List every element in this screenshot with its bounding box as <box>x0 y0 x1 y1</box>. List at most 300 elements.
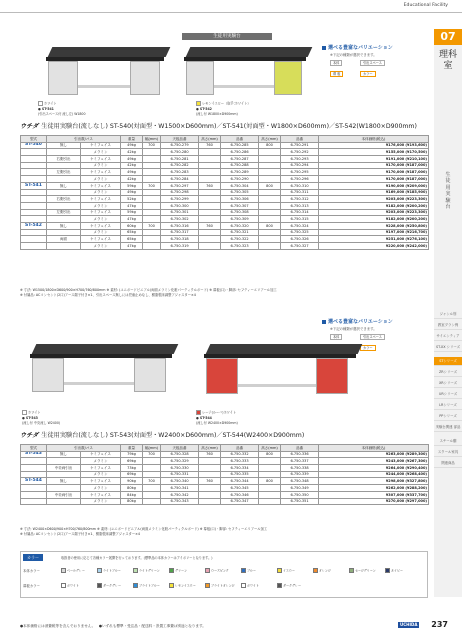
side-nav-item[interactable]: URシリーズ <box>434 390 462 399</box>
table-row <box>21 229 429 236</box>
table-cell: 左側引出 <box>47 169 81 176</box>
table-header: 品番 <box>281 445 319 452</box>
table-cell <box>199 149 221 156</box>
table-cell: 6-750-300 <box>161 202 199 209</box>
table-cell: 右側引出 <box>47 196 81 203</box>
table-cell <box>143 149 161 156</box>
table-cell: 6-750-308 <box>221 209 259 216</box>
table-cell: ¥262,000 (¥288,200) <box>319 485 429 492</box>
side-nav-item[interactable]: 教室プラン例 <box>434 321 462 330</box>
table-cell: ケミフェイス <box>81 478 121 485</box>
caption-right-model-2: ● ST-544 <box>196 416 212 420</box>
table-cell: ¥155,000 (¥170,500) <box>319 149 429 156</box>
table-cell: 6-750-321 <box>221 229 259 236</box>
product-image-st543 <box>22 344 182 406</box>
table-cell <box>259 156 281 163</box>
table-cell: 47kg <box>121 216 143 223</box>
color-panel-desc: 取扱者の使用に応じて各種カラー展開を行っております。(標準品の本体カラーはアイボリーとなります。) <box>61 556 213 560</box>
table-cell: 700 <box>143 478 161 485</box>
table-cell: ケミフェイス <box>81 196 121 203</box>
table-cell <box>21 465 47 472</box>
table-cell: ケミフェイス <box>81 491 121 498</box>
table-cell <box>199 229 221 236</box>
color-name: オレンジ <box>319 568 331 573</box>
table-header: 天板品番 <box>161 445 199 452</box>
desk-crossbar <box>78 85 130 88</box>
color-swatch <box>133 568 138 573</box>
table-cell: 6-750-335 <box>221 471 259 478</box>
color-name: ホワイト <box>247 583 259 588</box>
table-cell <box>47 229 81 236</box>
table-cell: 6-750-283 <box>161 169 199 176</box>
option-main: 本体 <box>330 60 342 66</box>
color-swatch <box>97 568 102 573</box>
table-cell: 6-750-347 <box>221 498 259 505</box>
caption-left-tag: ホワイト <box>38 101 57 106</box>
table-cell: 69kg <box>121 471 143 478</box>
table-cell: 700 <box>143 142 161 149</box>
side-vertical-char: 用 <box>445 184 451 191</box>
table-cell: 6-750-312 <box>281 196 319 203</box>
brand-logo: UCHIDA <box>400 622 418 627</box>
table-row <box>21 236 429 243</box>
table-cell: 6-750-330 <box>161 465 199 472</box>
color-swatch <box>385 568 390 573</box>
table-cell: 6-750-287 <box>221 156 259 163</box>
table-cell <box>143 498 161 505</box>
table-cell: 6-750-351 <box>281 498 319 505</box>
table-cell: 6-750-294 <box>281 162 319 169</box>
color-name: ダークグレー <box>103 583 122 588</box>
table-cell: 両面 <box>47 236 81 243</box>
table-cell <box>47 216 81 223</box>
table-cell: ¥264,000 (¥290,400) <box>319 465 429 472</box>
table-cell: 800 <box>259 182 281 189</box>
side-nav-item[interactable]: スクール家具 <box>434 448 462 457</box>
table-cell <box>47 176 81 183</box>
color-option <box>277 583 313 588</box>
color-option <box>205 583 241 588</box>
option-drawer-2: 引出スペース <box>360 334 385 340</box>
table-cell: 6-750-323 <box>221 243 259 250</box>
color-name: レモンイエロー <box>175 583 196 588</box>
color-name: ブライトオレンジ <box>211 583 235 588</box>
table-cell <box>21 202 47 209</box>
table-cell: ケミフェイス <box>81 182 121 189</box>
table-cell: 47kg <box>121 202 143 209</box>
table-cell <box>199 485 221 492</box>
table-cell: 760 <box>199 182 221 189</box>
side-nav-item[interactable]: XRシリーズ <box>434 379 462 388</box>
table-cell <box>47 202 81 209</box>
table-cell <box>199 209 221 216</box>
page-number: 237 <box>431 620 448 629</box>
table-cell <box>143 229 161 236</box>
chapter-number: 07 <box>434 29 462 45</box>
table-cell: 700 <box>143 451 161 458</box>
table-cell: 60kg <box>121 222 143 229</box>
table-row <box>21 458 429 465</box>
table-cell: 59kg <box>121 209 143 216</box>
table-row <box>21 478 429 485</box>
table-cell: 6-750-307 <box>221 202 259 209</box>
table-cell: メラミン <box>81 498 121 505</box>
table-header: 高さ(mm) <box>199 136 221 143</box>
color-swatch <box>205 568 210 573</box>
footer-note: ●本体価格には消費税等を含んでおりません。 ●いずれも標準・受注品・配送料・設置工事費は別途となります。 <box>20 624 206 628</box>
table-row <box>21 202 429 209</box>
table-header: 高さ(mm) <box>199 445 221 452</box>
bullet-icon <box>322 46 326 50</box>
table-cell: 6-750-329 <box>161 458 199 465</box>
panel-color-row <box>61 583 425 588</box>
body-color-row <box>61 568 425 573</box>
section2-note-2: ※ 付属品: ACコンセント(2口)アース端子付き×1、樹脂製床調整アジャスター×4 <box>20 532 141 536</box>
table-row <box>21 189 429 196</box>
table-cell: 無し <box>47 182 81 189</box>
table-cell: 6-750-319 <box>161 243 199 250</box>
table-row <box>21 465 429 472</box>
side-nav-item[interactable]: STシリーズ <box>434 357 462 366</box>
side-nav-item[interactable]: スチール棚 <box>434 437 462 446</box>
option-color: カラー <box>360 71 376 77</box>
table-cell: ケミフェイス <box>81 236 121 243</box>
table-row <box>21 451 429 458</box>
table-cell: 6-750-299 <box>161 196 199 203</box>
table-cell: 6-750-301 <box>161 209 199 216</box>
table-cell: 6-750-293 <box>281 156 319 163</box>
table-header: 天板品番 <box>161 136 199 143</box>
table-cell: 6-750-327 <box>281 243 319 250</box>
table-cell: 左側引出 <box>47 209 81 216</box>
table-cell: 59kg <box>121 182 143 189</box>
table-cell <box>259 216 281 223</box>
table-cell <box>259 485 281 492</box>
table-cell <box>199 176 221 183</box>
table-header: 高さ(mm) <box>259 136 281 143</box>
table-header: 幅(mm) <box>143 445 161 452</box>
header-category: Educational Facility <box>403 3 448 8</box>
table-cell: ケミフェイス <box>81 156 121 163</box>
table-cell <box>199 216 221 223</box>
caption-right-tag-2: レーテ(ルーバ)ホワイト <box>196 410 236 415</box>
section1-title: ウチダ 生徒用実験台(流しなし) ST-540(対面型・W1500×D600mm)／ST-541(対面型・W1800×D600mm)／ST-542(W1800×D900mm) <box>20 123 417 130</box>
color-name: ネイビー <box>391 568 403 573</box>
side-vertical-char: 実 <box>445 191 451 198</box>
table-row <box>21 156 429 163</box>
table-cell <box>199 243 221 250</box>
table-cell: 右側引出 <box>47 156 81 163</box>
table-cell: 6-750-296 <box>281 176 319 183</box>
table-header: 型式 <box>21 445 47 452</box>
side-nav-item[interactable]: LRシリーズ <box>434 401 462 410</box>
table-cell: 760 <box>199 142 221 149</box>
table-row <box>21 142 429 149</box>
table-cell: 80kg <box>121 498 143 505</box>
table-row <box>21 491 429 498</box>
table-cell <box>259 471 281 478</box>
caption-right-model: ● ST-542 <box>196 107 212 111</box>
table-cell: ケミフェイス <box>81 209 121 216</box>
table-row <box>21 149 429 156</box>
side-nav-item[interactable]: ZRシリーズ <box>434 368 462 377</box>
desk-left-cabinet <box>48 61 78 95</box>
table-cell <box>259 202 281 209</box>
table-cell: 無し <box>47 478 81 485</box>
color-swatch <box>205 583 210 588</box>
table-cell: 90kg <box>121 478 143 485</box>
table-header: 型式 <box>21 136 47 143</box>
table-cell <box>47 162 81 169</box>
color-option <box>169 583 205 588</box>
option-panel: 幕 板 <box>330 71 343 77</box>
table-cell <box>21 176 47 183</box>
table-cell <box>259 491 281 498</box>
table-cell: ¥169,000 (¥185,900) <box>319 189 429 196</box>
table-cell: 6-750-282 <box>161 162 199 169</box>
table-cell: 6-750-345 <box>221 485 259 492</box>
table-cell <box>143 156 161 163</box>
color-option <box>133 583 169 588</box>
desk-top-surface <box>206 344 363 354</box>
spec-table-2 <box>20 444 429 505</box>
caption-right-desc-2: (流し付 W2400×D900mm) <box>196 421 238 425</box>
table-cell: ¥270,000 (¥297,000) <box>319 498 429 505</box>
table-row <box>21 216 429 223</box>
caption-left-desc-2: (流し付 中央流し W2400) <box>22 421 61 425</box>
table-cell: ¥170,000 (¥187,000) <box>319 176 429 183</box>
table-cell: メラミン <box>81 162 121 169</box>
color-name: ブルー <box>247 568 256 573</box>
color-option <box>385 568 421 573</box>
side-nav-item[interactable]: 実験台関連 部品 <box>434 423 462 432</box>
table-cell: 6-750-318 <box>161 236 199 243</box>
table-cell <box>47 243 81 250</box>
color-option <box>241 568 277 573</box>
section1-note-1: ※ 寸法: W1500/1800×D600/900×H700/760/800mm ※ 素材: (ユニボードビニアル(両面メラミン化粧パーティクルボード) ※ 幕板(口)・脚部: セフティーエリアール加工 <box>20 288 277 292</box>
side-nav-item[interactable]: ジャンル別 <box>434 310 462 319</box>
variation-title-2: 選べる豊富なバリエーション <box>322 318 393 325</box>
desk-right-cabinet <box>134 358 166 392</box>
table-cell: 6-750-346 <box>221 491 259 498</box>
desk-left-cabinet <box>32 358 64 392</box>
table-cell: ¥244,000 (¥268,400) <box>319 471 429 478</box>
color-swatch <box>61 583 66 588</box>
table-cell: 6-750-305 <box>221 189 259 196</box>
table-cell: 84kg <box>121 491 143 498</box>
table-cell <box>21 485 47 492</box>
table-cell <box>143 196 161 203</box>
table-header: 品番 <box>221 445 259 452</box>
table-cell <box>199 471 221 478</box>
table-cell: 6-750-288 <box>221 162 259 169</box>
table-cell <box>143 189 161 196</box>
table-cell: 6-750-320 <box>221 222 259 229</box>
table-cell: 47kg <box>121 243 143 250</box>
table-cell: ST-544 <box>21 478 47 485</box>
color-panel-label: カラー <box>23 554 43 561</box>
color-name: ダークグレー <box>283 583 302 588</box>
table-cell: ケミフェイス <box>81 142 121 149</box>
color-swatch <box>313 568 318 573</box>
table-cell <box>259 162 281 169</box>
table-cell <box>21 236 47 243</box>
section-banner: 生徒用実験台 <box>182 33 272 40</box>
table-cell: 6-750-339 <box>281 471 319 478</box>
table-cell <box>199 169 221 176</box>
table-cell: 49kg <box>121 169 143 176</box>
caption-right-desc: (流し付 W1800×D900mm) <box>196 112 238 116</box>
table-row <box>21 498 429 505</box>
color-name: ローズピンク <box>211 568 229 573</box>
table-header: 引出数/バス <box>47 445 121 452</box>
table-cell <box>21 196 47 203</box>
table-cell <box>259 229 281 236</box>
table-cell <box>143 162 161 169</box>
table-cell <box>199 465 221 472</box>
color-name: ペールグレー <box>67 568 85 573</box>
table-cell: ¥220,000 (¥242,000) <box>319 243 429 250</box>
table-cell: 6-750-297 <box>161 182 199 189</box>
color-name: セージグリーン <box>355 568 376 573</box>
option-color-2: カラー <box>360 345 376 351</box>
color-option <box>349 568 385 573</box>
caption-left-model-2: ● ST-543 <box>22 416 38 420</box>
desk-right-cabinet-red <box>316 358 348 394</box>
table-cell: ¥170,000 (¥187,000) <box>319 162 429 169</box>
chapter-title: 理科室 <box>438 50 457 71</box>
table-cell: 73kg <box>121 465 143 472</box>
color-swatch <box>241 583 246 588</box>
table-cell: ¥307,000 (¥337,700) <box>319 491 429 498</box>
table-cell: 6-750-290 <box>221 176 259 183</box>
table-cell: ¥182,000 (¥200,200) <box>319 202 429 209</box>
table-cell: 6-750-289 <box>221 169 259 176</box>
table-cell: 6-750-344 <box>221 478 259 485</box>
table-cell: 無し <box>47 222 81 229</box>
color-name: イエロー <box>283 568 295 573</box>
color-option <box>169 568 205 573</box>
table-cell: 6-750-285 <box>221 142 259 149</box>
variation-title: 選べる豊富なバリエーション <box>322 44 393 51</box>
table-cell: ケミフェイス <box>81 169 121 176</box>
side-nav-item[interactable]: PPシリーズ <box>434 412 462 421</box>
side-vertical-char: 生 <box>445 172 451 178</box>
table-cell: 6-750-316 <box>161 222 199 229</box>
table-cell: ¥176,000 (¥193,600) <box>319 142 429 149</box>
caption-left-tag-2: ホワイト <box>22 410 41 415</box>
side-nav-item[interactable]: ST-XX シリーズ <box>434 343 462 352</box>
table-cell: ケミフェイス <box>81 465 121 472</box>
table-cell: ¥190,000 (¥209,000) <box>319 182 429 189</box>
table-cell <box>259 209 281 216</box>
table-cell: 6-750-349 <box>281 485 319 492</box>
table-cell: 6-750-280 <box>161 149 199 156</box>
product-image-st544 <box>196 344 366 406</box>
side-nav-item[interactable]: 関連商品 <box>434 459 462 468</box>
table-cell: 中央両引出 <box>47 465 81 472</box>
table-row <box>21 176 429 183</box>
table-row <box>21 471 429 478</box>
table-cell <box>259 169 281 176</box>
color-swatch <box>169 568 174 573</box>
color-panel <box>20 551 428 598</box>
table-row <box>21 196 429 203</box>
table-cell <box>21 471 47 478</box>
table-cell <box>21 162 47 169</box>
table-cell: ¥298,000 (¥327,800) <box>319 478 429 485</box>
color-swatch <box>133 583 138 588</box>
color-option <box>97 583 133 588</box>
table-cell: ST-540 <box>21 142 47 149</box>
side-vertical-char: 台 <box>445 204 451 211</box>
table-cell: ¥170,000 (¥187,000) <box>319 169 429 176</box>
table-cell: ケミフェイス <box>81 222 121 229</box>
table-cell <box>21 498 47 505</box>
table-cell: ST-542 <box>21 222 47 229</box>
color-swatch <box>169 583 174 588</box>
side-nav-item[interactable]: サイエンティア <box>434 332 462 341</box>
desk-crossbar <box>238 384 316 387</box>
color-swatch <box>277 568 282 573</box>
table-cell: メラミン <box>81 458 121 465</box>
table-cell <box>143 491 161 498</box>
table-cell: 中央両引出 <box>47 491 81 498</box>
color-swatch <box>349 568 354 573</box>
color-swatch <box>241 568 246 573</box>
table-cell <box>143 485 161 492</box>
table-cell: メラミン <box>81 202 121 209</box>
table-cell: 6-750-298 <box>161 189 199 196</box>
table-cell <box>259 498 281 505</box>
table-cell: 6-750-281 <box>161 156 199 163</box>
table-cell <box>143 458 161 465</box>
table-cell: 6-750-324 <box>281 222 319 229</box>
table-cell: 49kg <box>121 156 143 163</box>
table-cell: 6-750-302 <box>161 216 199 223</box>
table-cell <box>21 229 47 236</box>
table-cell: 6-750-340 <box>161 478 199 485</box>
desk-left-cabinet <box>186 61 214 95</box>
table-cell: ¥228,000 (¥250,800) <box>319 222 429 229</box>
side-vertical-char: 徒 <box>445 178 451 185</box>
table-cell: ¥203,000 (¥223,300) <box>319 209 429 216</box>
section2-title: ウチダ 生徒用実験台(流しなし) ST-543(対面型・W2400×D600mm)／ST-544(W2400×D900mm) <box>20 432 305 439</box>
table-cell: 6-750-292 <box>281 149 319 156</box>
table-cell: 760 <box>199 478 221 485</box>
table-cell: 52kg <box>121 196 143 203</box>
table-row <box>21 209 429 216</box>
table-cell: 6-750-326 <box>281 236 319 243</box>
table-cell: ¥203,000 (¥223,300) <box>319 196 429 203</box>
product-image-st542 <box>178 47 318 107</box>
row1-label: 本体カラー <box>23 569 40 573</box>
table-cell: 42kg <box>121 149 143 156</box>
table-cell <box>143 169 161 176</box>
table-cell <box>21 209 47 216</box>
color-option <box>61 568 97 573</box>
color-option <box>277 568 313 573</box>
table-cell: ¥263,000 (¥289,300) <box>319 451 429 458</box>
color-name: ライトグリーン <box>139 568 160 573</box>
table-header: 本体価格(税込) <box>319 136 429 143</box>
table-cell: 700 <box>143 182 161 189</box>
table-cell: 79kg <box>121 451 143 458</box>
table-cell <box>47 498 81 505</box>
color-name: ライトブルー <box>103 568 121 573</box>
table-cell <box>199 491 221 498</box>
table-cell <box>259 176 281 183</box>
